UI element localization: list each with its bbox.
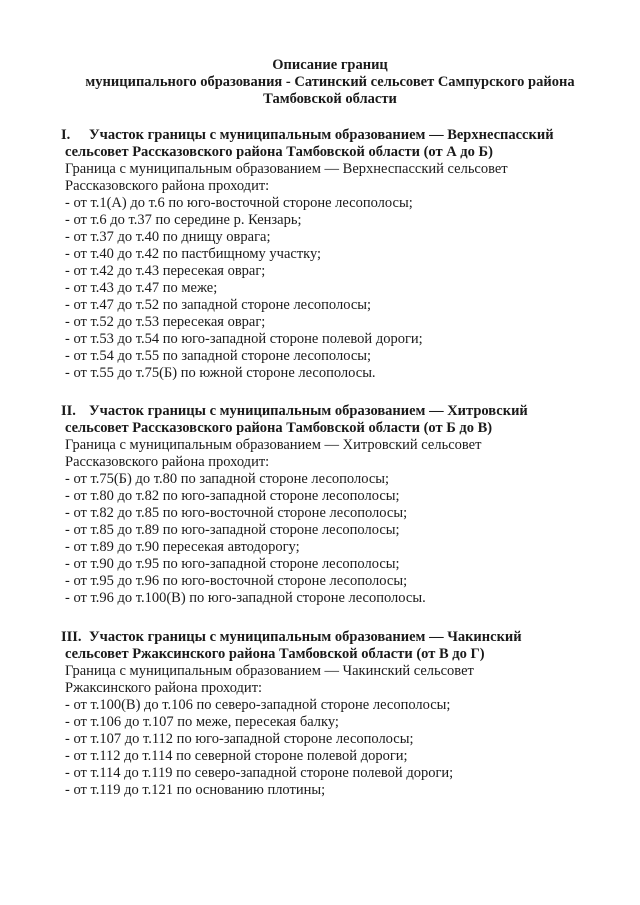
- section-heading-line-1: Участок границы с муниципальным образованием — Хитровский: [89, 403, 528, 419]
- list-item: - от т.96 до т.100(В) по юго-западной стороне лесополосы.: [65, 590, 426, 606]
- list-item: - от т.82 до т.85 по юго-восточной стороне лесополосы;: [65, 505, 408, 521]
- list-item: - от т.114 до т.119 по северо-западной стороне полевой дороги;: [65, 765, 454, 781]
- list-item: - от т.90 до т.95 по юго-западной стороне лесополосы;: [65, 556, 400, 572]
- list-item: - от т.52 до т.53 пересекая овраг;: [65, 314, 266, 330]
- list-item: - от т.47 до т.52 по западной стороне лесополосы;: [65, 297, 372, 313]
- section-intro-line-1: Граница с муниципальным образованием — Хитровский сельсовет: [65, 437, 482, 453]
- list-item: - от т.6 до т.37 по середине р. Кензарь;: [65, 212, 302, 228]
- list-item: - от т.75(Б) до т.80 по западной стороне лесополосы;: [65, 471, 390, 487]
- list-item: - от т.100(В) до т.106 по северо-западной стороне лесополосы;: [65, 697, 451, 713]
- list-item: - от т.85 до т.89 по юго-западной стороне лесополосы;: [65, 522, 400, 538]
- section-intro-line-1: Граница с муниципальным образованием — Верхнеспасский сельсовет: [65, 161, 508, 177]
- list-item: - от т.89 до т.90 пересекая автодорогу;: [65, 539, 300, 555]
- section-heading-line-2: сельсовет Ржаксинского района Тамбовской области (от В до Г): [65, 646, 485, 662]
- section-heading-line-1: Участок границы с муниципальным образованием — Чакинский: [89, 629, 522, 645]
- section-number: II.: [61, 403, 76, 419]
- list-item: - от т.1(А) до т.6 по юго-восточной стороне лесополосы;: [65, 195, 413, 211]
- list-item: - от т.54 до т.55 по западной стороне лесополосы;: [65, 348, 372, 364]
- document-subtitle-line-1: муниципального образования - Сатинский сельсовет Сампурского района: [85, 74, 575, 90]
- section-intro-line-2: Рассказовского района проходит:: [65, 454, 270, 470]
- section-heading-line-2: сельсовет Рассказовского района Тамбовской области (от А до Б): [65, 144, 493, 160]
- list-item: - от т.40 до т.42 по пастбищному участку;: [65, 246, 322, 262]
- list-item: - от т.119 до т.121 по основанию плотины;: [65, 782, 326, 798]
- section-intro-line-2: Рассказовского района проходит:: [65, 178, 270, 194]
- section-heading: [61, 127, 625, 144]
- section-3: [61, 629, 625, 799]
- section-intro-line-2: Ржаксинского района проходит:: [65, 680, 263, 696]
- section-2: [61, 403, 625, 607]
- list-item: - от т.80 до т.82 по юго-западной стороне лесополосы;: [65, 488, 400, 504]
- document-subtitle-line-2: Тамбовской области: [263, 91, 397, 107]
- list-item: - от т.107 до т.112 по юго-западной стороне лесополосы;: [65, 731, 414, 747]
- list-item: - от т.42 до т.43 пересекая овраг;: [65, 263, 266, 279]
- section-heading-line-1: Участок границы с муниципальным образованием — Верхнеспасский: [89, 127, 554, 143]
- list-item: - от т.95 до т.96 по юго-восточной стороне лесополосы;: [65, 573, 408, 589]
- section-heading: [61, 403, 625, 420]
- section-1: [61, 127, 625, 382]
- list-item: - от т.55 до т.75(Б) по южной стороне лесополосы.: [65, 365, 376, 381]
- section-heading: [61, 629, 625, 646]
- section-number: III.: [61, 629, 82, 645]
- list-item: - от т.112 до т.114 по северной стороне полевой дороги;: [65, 748, 408, 764]
- list-item: - от т.53 до т.54 по юго-западной стороне полевой дороги;: [65, 331, 423, 347]
- list-item: - от т.106 до т.107 по меже, пересекая балку;: [65, 714, 339, 730]
- list-item: - от т.43 до т.47 по меже;: [65, 280, 218, 296]
- list-item: - от т.37 до т.40 по днищу оврага;: [65, 229, 271, 245]
- section-heading-line-2: сельсовет Рассказовского района Тамбовской области (от Б до В): [65, 420, 493, 436]
- document-title: Описание границ: [272, 57, 388, 73]
- section-intro-line-1: Граница с муниципальным образованием — Чакинский сельсовет: [65, 663, 474, 679]
- section-number: I.: [61, 127, 71, 143]
